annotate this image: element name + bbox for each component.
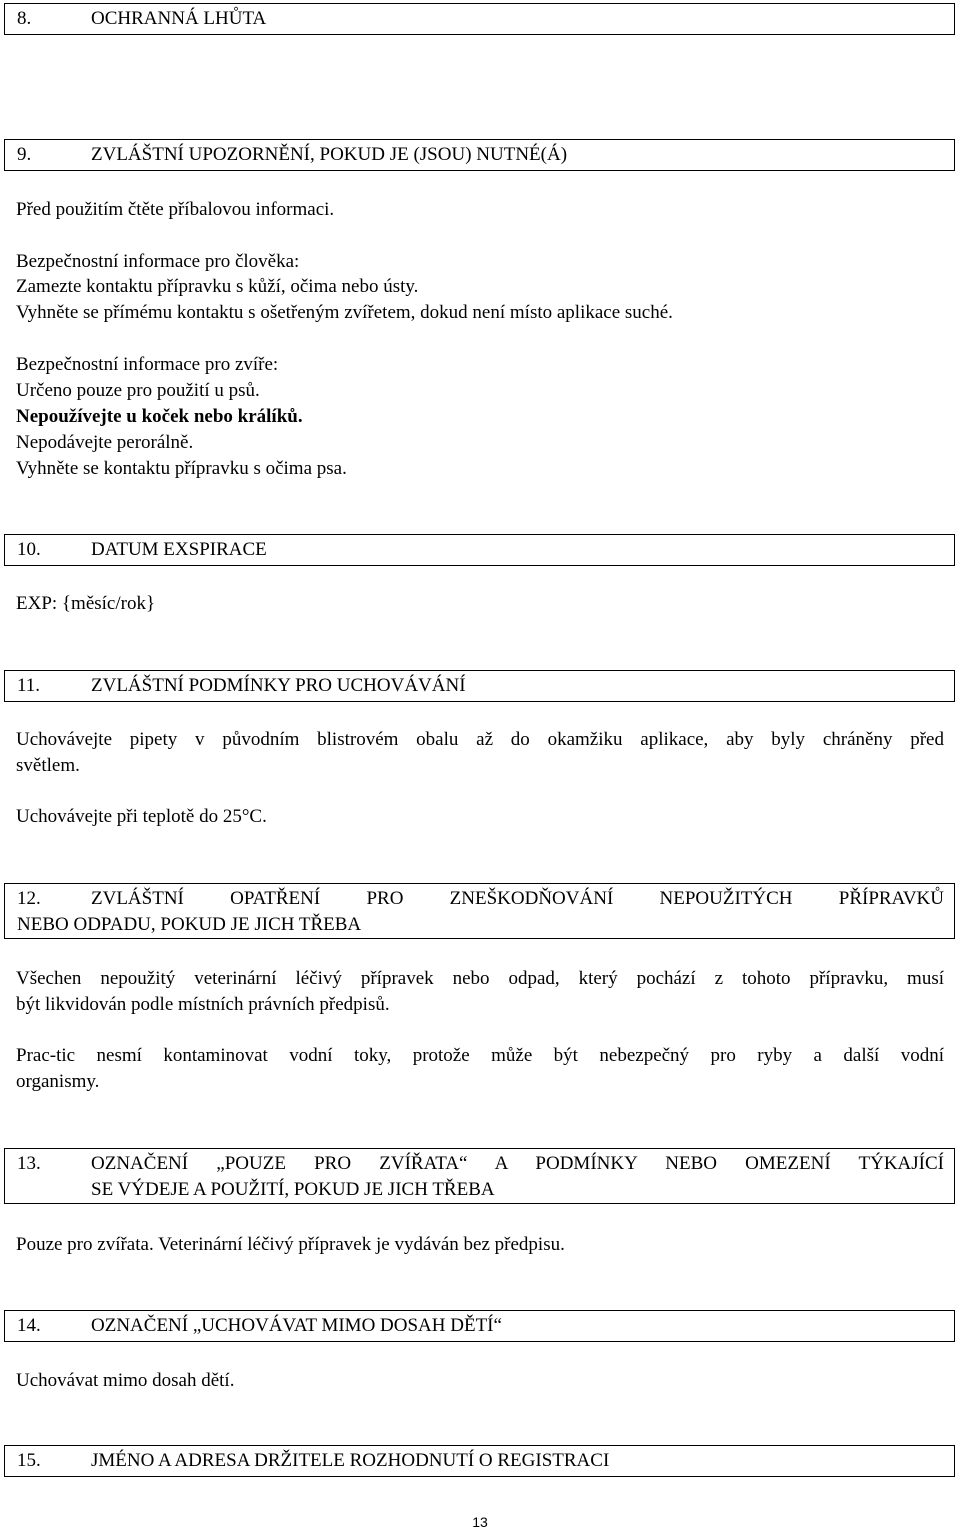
paragraph: Před použitím čtěte příbalovou informaci.	[16, 199, 335, 220]
text-line: být likvidován podle místních právních předpisů.	[16, 994, 390, 1015]
text-line: Uchovávejte pipety v původním blistrovém obalu až do okamžiku aplikace, aby byly chráněny před	[16, 729, 944, 750]
section-number: 15.	[17, 1450, 41, 1471]
section-number: 12.	[17, 888, 41, 909]
text-line: světlem.	[16, 755, 80, 776]
text-line: Uchovávejte při teplotě do 25°C.	[16, 806, 267, 827]
section-number: 9.	[17, 144, 32, 165]
section-14-header	[4, 1310, 955, 1342]
section-13-header	[4, 1148, 955, 1204]
section-9-header	[4, 139, 955, 171]
text-line: Určeno pouze pro použití u psů.	[16, 380, 260, 401]
section-title: DATUM EXSPIRACE	[91, 539, 267, 560]
text-line: Prac-tic nesmí kontaminovat vodní toky, protože může být nebezpečný pro ryby a další vodní	[16, 1045, 944, 1066]
section-number: 8.	[17, 8, 32, 29]
section-number: 13.	[17, 1153, 41, 1174]
section-title: JMÉNO A ADRESA DRŽITELE ROZHODNUTÍ O REGISTRACI	[91, 1450, 610, 1471]
text-line: Nepodávejte perorálně.	[16, 432, 194, 453]
section-title: OCHRANNÁ LHŮTA	[91, 8, 267, 29]
section-title: OZNAČENÍ „UCHOVÁVAT MIMO DOSAH DĚTÍ“	[91, 1315, 502, 1336]
expiry-text: EXP: {měsíc/rok}	[16, 593, 156, 614]
section-8-header	[4, 3, 955, 35]
section-11-header	[4, 670, 955, 702]
text-line: Vyhněte se kontaktu přípravku s očima psa.	[16, 458, 347, 479]
section-title: ZVLÁŠTNÍ PODMÍNKY PRO UCHOVÁVÁNÍ	[91, 675, 466, 696]
section-number: 11.	[17, 675, 41, 696]
section-title: ZVLÁŠTNÍ UPOZORNĚNÍ, POKUD JE (JSOU) NUTNÉ(Á)	[91, 144, 568, 165]
section-title-line2: NEBO ODPADU, POKUD JE JICH TŘEBA	[17, 914, 362, 935]
section-title-line2: SE VÝDEJE A POUŽITÍ, POKUD JE JICH TŘEBA	[91, 1179, 495, 1200]
section-12-header	[4, 883, 955, 939]
text-line: Uchovávat mimo dosah dětí.	[16, 1370, 235, 1391]
section-title-line1: OZNAČENÍ „POUZE PRO ZVÍŘATA“ A PODMÍNKY NEBO OMEZENÍ TÝKAJÍCÍ	[91, 1153, 944, 1174]
text-line: Vyhněte se přímému kontaktu s ošetřeným zvířetem, dokud není místo aplikace suché.	[16, 302, 673, 323]
section-title-line1: ZVLÁŠTNÍ OPATŘENÍ PRO ZNEŠKODŇOVÁNÍ NEPOUŽITÝCH PŘÍPRAVKŮ	[91, 888, 944, 909]
text-line: Zamezte kontaktu přípravku s kůží, očima nebo ústy.	[16, 276, 419, 297]
subheading-human: Bezpečnostní informace pro člověka:	[16, 251, 300, 272]
page-number: 13	[472, 1514, 488, 1530]
section-15-header	[4, 1445, 955, 1477]
text-line: organismy.	[16, 1071, 100, 1092]
section-10-header	[4, 534, 955, 566]
section-number: 10.	[17, 539, 41, 560]
section-number: 14.	[17, 1315, 41, 1336]
text-line: Pouze pro zvířata. Veterinární léčivý přípravek je vydáván bez předpisu.	[16, 1234, 565, 1255]
text-line: Všechen nepoužitý veterinární léčivý přípravek nebo odpad, který pochází z tohoto přípravku, musí	[16, 968, 944, 989]
warning-line: Nepoužívejte u koček nebo králíků.	[16, 406, 303, 427]
subheading-animal: Bezpečnostní informace pro zvíře:	[16, 354, 279, 375]
